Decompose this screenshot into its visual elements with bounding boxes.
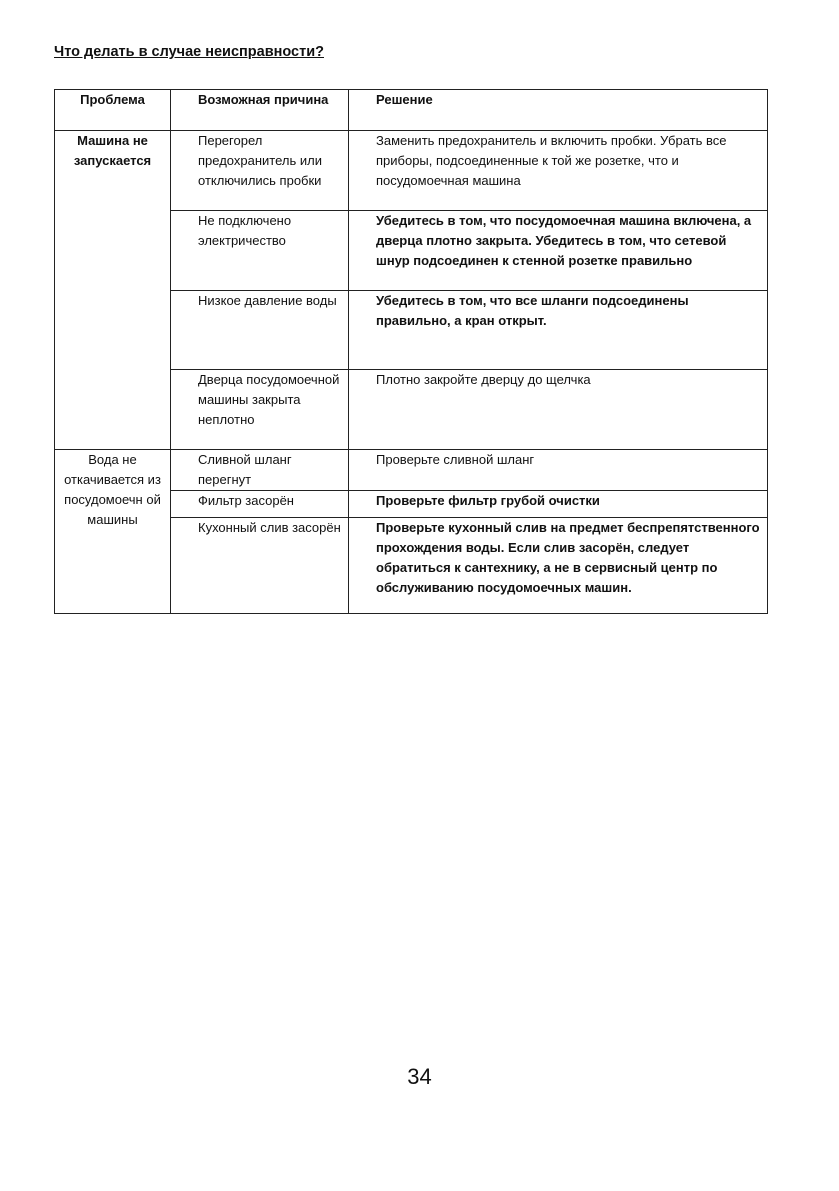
cause-cell: Низкое давление воды [171,291,349,370]
table-row [55,450,768,491]
header-cause: Возможная причина [171,90,349,131]
solution-cell: Проверьте сливной шланг [349,450,768,491]
header-problem: Проблема [55,90,171,131]
problem-cell: Машина не запускается [55,131,171,450]
cause-cell: Не подключено электричество [171,211,349,291]
table-row [55,131,768,211]
page-number: 34 [407,1064,432,1089]
solution-cell: Убедитесь в том, что посудомоечная машина включена, а дверца плотно закрыта. Убедитесь в том, что сетевой шнур подсоединен к стенной розетке правильно [349,211,768,291]
cause-cell: Фильтр засорён [171,491,349,518]
cause-cell: Кухонный слив засорён [171,518,349,614]
table-header-row [55,90,768,131]
solution-cell: Заменить предохранитель и включить пробки. Убрать все приборы, подсоединенные к той же розетке, что и посудомоечная машина [349,131,768,211]
solution-cell: Убедитесь в том, что все шланги подсоединены правильно, а кран открыт. [349,291,768,370]
page-title: Что делать в случае неисправности? [54,44,324,60]
solution-cell: Плотно закройте дверцу до щелчка [349,370,768,450]
solution-cell: Проверьте кухонный слив на предмет беспрепятственного прохождения воды. Если слив засорён, следует обратиться к сантехнику, а не в сервисный центр по обслуживанию посудомоечных машин. [349,518,768,614]
cause-cell: Дверца посудомоечной машины закрыта неплотно [171,370,349,450]
cause-cell: Сливной шланг перегнут [171,450,349,491]
troubleshooting-table [54,89,768,614]
cause-cell: Перегорел предохранитель или отключились пробки [171,131,349,211]
header-solution: Решение [349,90,768,131]
solution-cell: Проверьте фильтр грубой очистки [349,491,768,518]
problem-cell: Вода не откачивается из посудомоечн ой машины [55,450,171,614]
